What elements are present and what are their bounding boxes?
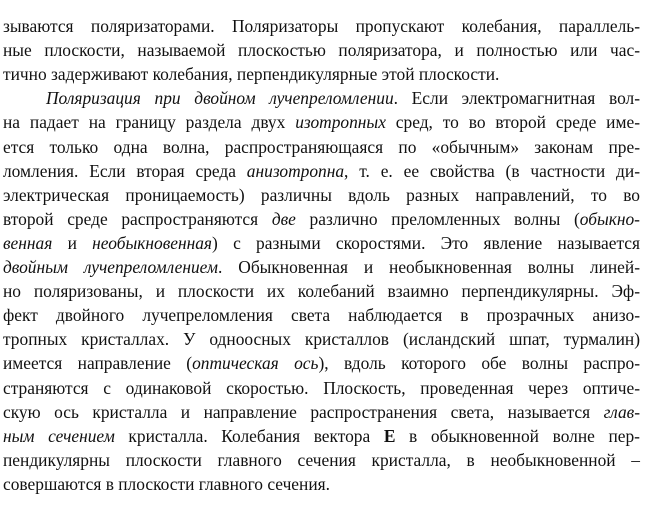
text-run: второй среде распространяются [3, 208, 272, 229]
text-line [3, 327, 640, 351]
text-line [3, 183, 640, 207]
italic-term: две [271, 208, 296, 229]
text-run: на падает на границу раздела двух [3, 112, 296, 133]
text-run: ), вдоль которого обе волны распро- [318, 353, 641, 374]
text-run: ) с разными скоростями. Это явление называется [212, 232, 640, 253]
text-run: различно преломленных волны ( [295, 208, 580, 229]
text-run: имеется направление ( [3, 353, 193, 374]
text-line [3, 351, 640, 375]
text-run: тично задерживают колебания, перпендикулярные этой плоскости. [3, 64, 500, 85]
text-run: . Если электромагнитная вол- [393, 88, 640, 109]
text-run: сред, то во второй среде име- [385, 112, 640, 133]
italic-term: анизотропна [246, 160, 345, 181]
text-run: совершаются в плоскости главного сечения. [3, 473, 330, 494]
text-run: но поляризованы, и плоскости их колебаний взаимно перпендикулярны. Эф- [3, 281, 640, 302]
bold-vector-symbol: E [383, 425, 396, 446]
text-run: ломления. Если вторая среда [3, 160, 247, 181]
italic-term: двойным лучепреломлением [3, 257, 219, 277]
text-line [3, 135, 640, 159]
text-line [3, 400, 640, 424]
text-line [3, 255, 640, 279]
italic-term: оптическая ось [192, 353, 319, 374]
text-line [3, 424, 640, 448]
text-run: в обыкновенной волне пер- [395, 425, 640, 446]
text-run: тропных кристаллах. У одноосных кристаллов (исландский шпат, турмалин) [3, 329, 640, 350]
text-line [3, 14, 640, 38]
italic-term: венная [3, 232, 53, 253]
italic-term: Поляризация при двойном лучепреломлении [46, 88, 394, 109]
text-run: зываются поляризаторами. Поляризаторы пропускают колебания, параллель- [3, 16, 640, 36]
italic-term: изотропных [295, 112, 386, 133]
text-run: пендикулярны плоскости главного сечения кристалла, в необыкновенной – [3, 449, 640, 470]
text-line [3, 110, 640, 134]
text-line [3, 62, 640, 86]
text-line [3, 159, 640, 183]
text-run: и [52, 232, 93, 253]
text-run: электрическая проницаемость) различны вдоль разных направлений, то во [3, 184, 640, 205]
text-line [3, 38, 640, 62]
italic-term: глав- [603, 401, 640, 422]
text-run: скую ось кристалла и направление распространения света, называется [3, 401, 604, 422]
italic-term: ным сечением [3, 425, 115, 446]
italic-term: обыкно- [579, 208, 640, 229]
text-line [3, 231, 640, 255]
text-run: ные плоскости, называемой плоскостью поляризатора, и полностью или час- [3, 40, 640, 61]
text-line [3, 303, 640, 327]
text-line [3, 279, 640, 303]
text-run: кристалла. Колебания вектора [114, 425, 384, 446]
text-run: ется только одна волна, распространяющаяся по «обычным» законам пре- [3, 136, 640, 157]
text-line [3, 207, 640, 231]
text-run: страняются с одинаковой скоростью. Плоскость, проведенная через оптиче- [3, 377, 640, 398]
text-line [3, 376, 640, 400]
text-run: фект двойного лучепреломления света наблюдается в прозрачных анизо- [3, 305, 640, 326]
text-line [3, 472, 640, 496]
text-line [46, 86, 640, 110]
text-run: . Обыкновенная и необыкновенная волны линей- [218, 257, 640, 277]
italic-term: необыкновенная [92, 232, 213, 253]
text-run: , т. е. ее свойства (в частности ди- [344, 160, 640, 181]
text-line [3, 448, 640, 472]
